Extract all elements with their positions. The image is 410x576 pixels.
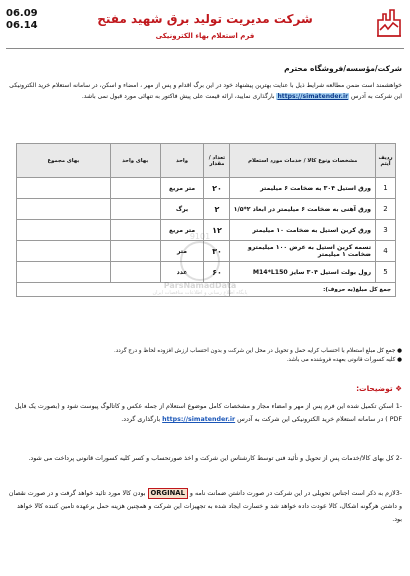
item-description: رول بولت استیل ۳۰۴ سایز M14*L150 [230, 262, 376, 283]
item-unit: برگ [160, 199, 204, 220]
total-price-cell[interactable] [17, 199, 111, 220]
table-row [17, 178, 396, 199]
sum-label: جمع کل مبلغ(به حروف): [230, 283, 396, 297]
watermark-name: ParsNamadData [163, 281, 237, 290]
total-price-cell[interactable] [17, 220, 111, 241]
item-unit: متر مربع [160, 220, 204, 241]
date-line-2: 06.14 [6, 20, 38, 31]
date-block [6, 8, 38, 32]
item-description: تسمه کربن استیل به عرض ۱۰۰ میلیمترو ضخامت ۱ میلیمتر [230, 241, 376, 262]
explanations-title: ❖ توضیحات: [356, 384, 402, 393]
item-unit: عدد [160, 262, 204, 283]
explanation-1 [8, 400, 402, 426]
note-1-text: جمع کل مبلغ استعلام با احتساب کرایه حمل و تحویل در محل این شرکت و بدون احتساب ارزش افزوده لحاظ و درج گردد. [114, 348, 396, 354]
watermark-code: 9101 [189, 232, 211, 241]
row-number: 2 [376, 199, 396, 220]
col-desc-header: مشخصات ونوع کالا / خدمات مورد استعلام [230, 144, 376, 178]
intro-text-1: خواهشمند است ضمن مطالعه شرایط ذیل با عنایت بهترین پیشنهاد خود در این برگ اقدام و پس از مهر ، امضاء و اسکن، در سامانه استعلام خرید الکترونیکی این شرکت به آدرس [9, 82, 402, 100]
row-number: 1 [376, 178, 396, 199]
explanation-3 [8, 487, 402, 526]
table-row [17, 199, 396, 220]
item-unit: متر [160, 241, 204, 262]
explanation-1-text-b: بارگذاری گردد. [121, 416, 161, 423]
explanation-3-text-a: -3لازم به ذکر است اجناس تحویلی در این شرکت در صورت داشتن ضمانت نامه و [189, 490, 402, 497]
table-notes [8, 347, 402, 365]
item-description: ورق استیل ۳۰۴ به ضخامت ۶ میلیمتر [230, 178, 376, 199]
explanations-title-text: توضیحات: [356, 384, 393, 393]
power-plant-logo-icon [374, 6, 404, 40]
row-number: 3 [376, 220, 396, 241]
item-quantity: ۶۰ [204, 262, 230, 283]
intro-paragraph [8, 80, 402, 102]
item-description: ورق آهنی به ضخامت ۶ میلیمتر در ابعاد ۲*۱/۵ [230, 199, 376, 220]
form-title: فرم استعلام بهاء الکترونیکی [155, 32, 255, 40]
col-unit-header: واحد [160, 144, 204, 178]
total-price-cell[interactable] [17, 241, 111, 262]
item-quantity: ۱۲ [204, 220, 230, 241]
company-name: شرکت مدیریت تولید برق شهید مفتح [97, 12, 313, 26]
unit-price-cell[interactable] [110, 178, 160, 199]
tender-site-link-2[interactable]: https://simatender.ir [162, 416, 236, 423]
table-header-row [17, 144, 396, 178]
note-2: ● کلیه کسورات قانونی بعهده فروشنده می باشد. [286, 357, 402, 363]
col-unit-price-header: بهای واحد [110, 144, 160, 178]
note-2-text: کلیه کسورات قانونی بعهده فروشنده می باشد. [286, 357, 396, 363]
date-line-1: 06.09 [6, 8, 38, 19]
header-divider [6, 48, 404, 49]
watermark-seal-icon [180, 241, 220, 281]
explanation-2: -2 کل بهای کالا/خدمات پس از تحویل و تأئید فنی توسط کارشناس این شرکت و اخذ صورتحساب و کسر کلیه کسورات قانونی پرداخت می شود. [28, 455, 402, 462]
unit-price-cell[interactable] [110, 199, 160, 220]
total-price-cell[interactable] [17, 178, 111, 199]
note-1: ● جمع کل مبلغ استعلام با احتساب کرایه حمل و تحویل در محل این شرکت و بدون احتساب ارزش افزوده لحاظ و درج گردد. [114, 348, 402, 354]
tender-site-link[interactable]: https://simatender.ir [277, 93, 349, 100]
item-quantity: ۲ [204, 199, 230, 220]
item-unit: متر مربع [160, 178, 204, 199]
item-quantity: ۳۰ [204, 241, 230, 262]
row-number: 5 [376, 262, 396, 283]
recipient-line: شرکت/مؤسسه/فروشگاه محترم [284, 64, 402, 73]
total-price-cell[interactable] [17, 262, 111, 283]
col-row-header: ردیف آیتم [376, 144, 396, 178]
row-number: 4 [376, 241, 396, 262]
item-quantity: ۲۰ [204, 178, 230, 199]
watermark [150, 232, 250, 296]
col-total-header: بهای مجموع [17, 144, 111, 178]
original-badge: ORGINAL [148, 488, 188, 499]
col-qty-header: تعداد / مقدار [204, 144, 230, 178]
explanation-1-text-a: -1 اسکن تکمیل شده این فرم پس از مهر و امضاء مجاز و مشخصات کامل موضوع استعلام از جمله عکس و کاتالوگ پیوست شود و (بصورت یک فایل PDF ) در سامانه استعلام خرید الکترونیکی این شرکت به آدرس [15, 403, 402, 423]
item-description: ورق کربن استیل به ضخامت ۱۰ میلیمتر [230, 220, 376, 241]
intro-text-2: بارگذاری نمایید، ارائه قیمت علی پیش فاکتور به تنهائی مورد قبول نمی باشد. [81, 93, 275, 100]
explanation-3-text-b: بودن کالا مورد تائید خواهد گرفت و در صورت نقصان و داشتن هرگونه اشکال، کالا عودت داده خواهد شد و خسارت ایجاد شده به تجهیزات این شرکت و همچنین هزینه حمل برعهده تامین کننده کالا خواهد بود. [8, 490, 402, 523]
watermark-subtitle: پایگاه اطلاع رسانی و اطلاعات مناقصات ایران [152, 290, 248, 296]
